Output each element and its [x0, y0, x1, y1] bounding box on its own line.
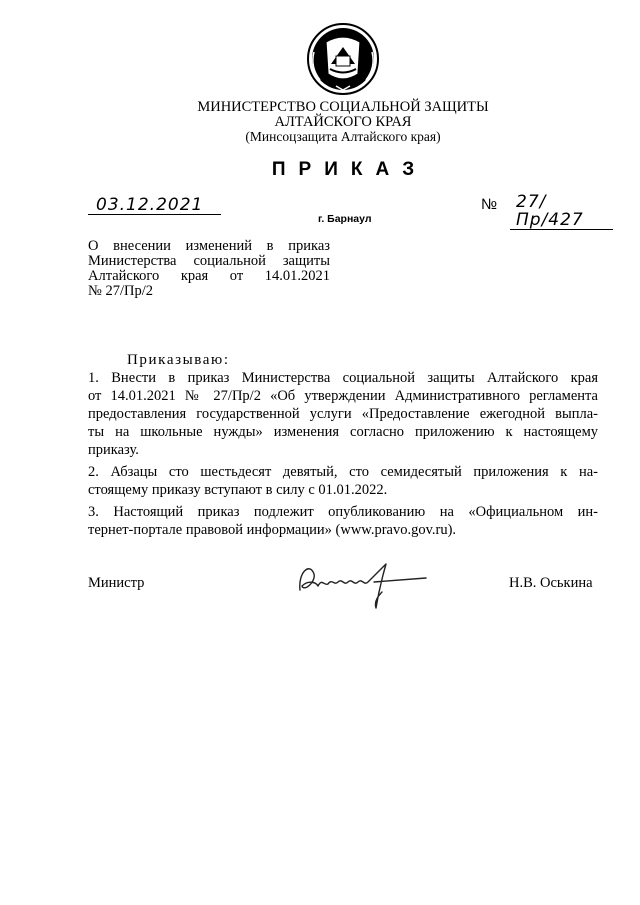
subject-line: Министерства социальной защиты [88, 253, 330, 269]
document-date: 03.12.2021 [88, 196, 221, 215]
body-line: тернет-портале правовой информации» (www.pravo.gov.ru). [88, 522, 457, 538]
signatory-name: Н.В. Оськина [509, 575, 593, 591]
body-line: 1. Внести в приказ Министерства социальной защиты Алтайского края [88, 370, 598, 386]
subject-line [88, 269, 330, 284]
document-number: 27/Пр/427 [510, 193, 613, 230]
organization-short-name: (Минсоцзащита Алтайского края) [245, 129, 441, 144]
body-line: предоставления государственной услуги «Предоставление ежегодной выпла- [88, 406, 598, 422]
body-line: 2. Абзацы сто шестьдесят девятый, сто семидесятый приложения к на- [88, 464, 598, 480]
body-line: стоящему приказу вступают в силу с 01.01.2022. [88, 482, 388, 498]
signatory-position: Министр [88, 575, 145, 591]
organization-name-line1: МИНИСТЕРСТВО СОЦИАЛЬНОЙ ЗАЩИТЫ [197, 99, 489, 115]
coat-of-arms-emblem-icon [306, 22, 380, 96]
organization-name-line2: АЛТАЙСКОГО КРАЯ [274, 114, 412, 130]
document-city: г. Барнаул [318, 213, 372, 225]
subject-word: Алтайского [88, 268, 160, 284]
order-intro: Приказываю: [127, 352, 230, 368]
subject-word: от 14.01.2021 [229, 268, 330, 284]
subject-line: О внесении изменений в приказ [88, 238, 330, 254]
body-line: приказу. [88, 442, 139, 458]
body-line: ты на школьные нужды» изменения согласно приложению к настоящему [88, 424, 598, 440]
body-line: от 14.01.2021 № 27/Пр/2 «Об утверждении Административного регламента [88, 388, 598, 404]
document-title: ПРИКАЗ [271, 159, 428, 180]
signature-icon [290, 552, 430, 612]
subject-line: № 27/Пр/2 [88, 283, 153, 299]
body-line: 3. Настоящий приказ подлежит опубликованию на «Официальном ин- [88, 504, 598, 520]
number-sign: № [481, 196, 498, 213]
subject-word: края [180, 268, 209, 284]
